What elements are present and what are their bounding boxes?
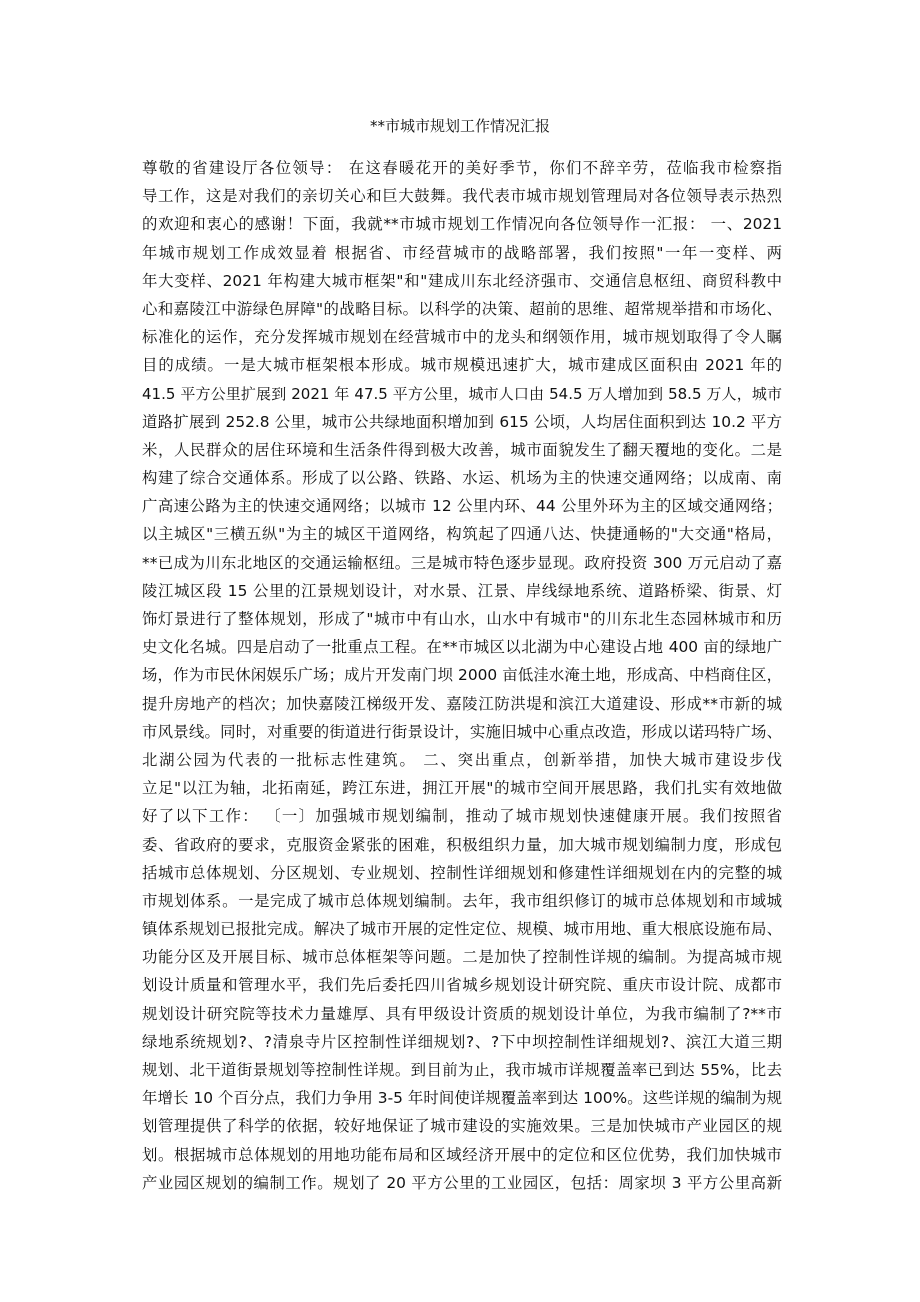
body-text-line: 划管理提供了科学的依据，较好地保证了城市建设的实施效果。三是加快城市产业园区的规 bbox=[142, 1117, 782, 1136]
body-text-line: 好了以下工作： 〔一〕加强城市规划编制，推动了城市规划快速健康开展。我们按照省 bbox=[142, 807, 782, 826]
body-text-line: 规划、北干道街景规划等控制性详规。到目前为止，我市城市详规覆盖率已到达 55%，比去 bbox=[142, 1061, 782, 1079]
body-text-line: 年城市规划工作成效显着 根据省、市经营城市的战略部署，我们按照"一年一变样、两 bbox=[142, 243, 782, 262]
body-text-line: 规划设计研究院等技术力量雄厚、具有甲级设计资质的规划设计单位，为我市编制了?**市 bbox=[142, 1004, 782, 1023]
body-text-line: **已成为川东北地区的交通运输枢纽。三是城市特色逐步显现。政府投资 300 万元启动了嘉 bbox=[142, 553, 782, 572]
body-text-line: 提升房地产的档次；加快嘉陵江梯级开发、嘉陵江防洪堤和滨江大道建设、形成**市新的城 bbox=[142, 694, 782, 713]
body-text-line: 年大变样、2021 年构建大城市框架"和"建成川东北经济强市、交通信息枢纽、商贸科教中 bbox=[142, 271, 782, 290]
body-text-line: 心和嘉陵江中游绿色屏障"的战略目标。以科学的决策、超前的思维、超常规举措和市场化、 bbox=[142, 299, 782, 318]
body-text-line: 饰灯景进行了整体规划，形成了"城市中有山水，山水中有城市"的川东北生态园林城市和历 bbox=[142, 610, 782, 628]
body-text-line: 镇体系规划已报批完成。解决了城市开展的定性定位、规模、城市用地、重大根底设施布局、 bbox=[142, 920, 782, 939]
body-text-line: 目的成绩。一是大城市框架根本形成。城市规模迅速扩大，城市建成区面积由 2021 年的 bbox=[142, 356, 782, 375]
body-text-line: 的欢迎和衷心的感谢！下面，我就**市城市规划工作情况向各位领导作一汇报： 一、2021 bbox=[142, 215, 782, 234]
body-text-line: 市规划体系。一是完成了城市总体规划编制。去年，我市组织修订的城市总体规划和市域城 bbox=[142, 891, 782, 910]
body-text-line: 划。根据城市总体规划的用地功能布局和区域经济开展中的定位和区位优势，我们加快城市 bbox=[142, 1145, 782, 1164]
body-text-line: 导工作，这是对我们的亲切关心和巨大鼓舞。我代表市城市规划管理局对各位领导表示热烈 bbox=[142, 187, 782, 206]
body-text-line: 括城市总体规划、分区规划、专业规划、控制性详细规划和修建性详细规划在内的完整的城 bbox=[142, 863, 782, 882]
body-text-line: 立足"以江为轴，北拓南延，跨江东进，拥江开展"的城市空间开展思路，我们扎实有效地做 bbox=[142, 779, 782, 798]
body-text-line: 构建了综合交通体系。形成了以公路、铁路、水运、机场为主的快速交通网络；以成南、南 bbox=[142, 469, 782, 488]
body-text-line: 划设计质量和管理水平，我们先后委托四川省城乡规划设计研究院、重庆市设计院、成都市 bbox=[142, 976, 782, 995]
body-text-line: 产业园区规划的编制工作。规划了 20 平方公里的工业园区，包括：周家坝 3 平方公里高新 bbox=[142, 1173, 782, 1192]
body-text-line: 场，作为市民休闲娱乐广场；成片开发南门坝 2000 亩低洼水淹土地，形成高、中档商住区， bbox=[142, 666, 782, 685]
document-body bbox=[142, 154, 782, 1197]
body-text-line: 绿地系统规划?、?清泉寺片区控制性详细规划?、?下中坝控制性详细规划?、滨江大道三期 bbox=[142, 1032, 782, 1051]
body-text-line: 市风景线。同时，对重要的街道进行街景设计，实施旧城中心重点改造，形成以诺玛特广场、 bbox=[142, 722, 782, 741]
body-text-line: 以主城区"三横五纵"为主的城区干道网络，构筑起了四通八达、快捷通畅的"大交通"格局， bbox=[142, 525, 782, 544]
body-text-line: 尊敬的省建设厅各位领导： 在这春暖花开的美好季节，你们不辞辛劳，莅临我市检察指 bbox=[142, 159, 782, 177]
body-text-line: 委、省政府的要求，克服资金紧张的困难，积极组织力量，加大城市规划编制力度，形成包 bbox=[142, 835, 782, 854]
body-text-line: 史文化名城。四是启动了一批重点工程。在**市城区以北湖为中心建设占地 400 亩的绿地广 bbox=[142, 638, 782, 657]
document-title: **市城市规划工作情况汇报 bbox=[369, 117, 550, 135]
body-text-line: 米，人民群众的居住环境和生活条件得到极大改善，城市面貌发生了翻天覆地的变化。二是 bbox=[142, 440, 782, 459]
body-text-line: 功能分区及开展目标、城市总体框架等问题。二是加快了控制性详规的编制。为提高城市规 bbox=[142, 948, 782, 967]
body-text-line: 41.5 平方公里扩展到 2021 年 47.5 平方公里，城市人口由 54.5 万人增加到 58.5 万人，城市 bbox=[142, 384, 782, 403]
body-text-line: 标准化的运作，充分发挥城市规划在经营城市中的龙头和纲领作用，城市规划取得了令人瞩 bbox=[142, 328, 782, 347]
body-text-line: 广高速公路为主的快速交通网络；以城市 12 公里内环、44 公里外环为主的区域交通网络； bbox=[142, 497, 782, 516]
body-text-line: 陵江城区段 15 公里的江景规划设计，对水景、江景、岸线绿地系统、道路桥梁、街景、灯 bbox=[142, 581, 782, 600]
body-text-line: 年增长 10 个百分点，我们力争用 3-5 年时间使详规覆盖率到达 100%。这些详规的编制为规 bbox=[142, 1089, 782, 1108]
body-text-line: 北湖公园为代表的一批标志性建筑。 二、突出重点，创新举措，加快大城市建设步伐 bbox=[142, 750, 782, 769]
body-text-line: 道路扩展到 252.8 公里，城市公共绿地面积增加到 615 公顷，人均居住面积到达 10.2 平方 bbox=[142, 412, 782, 431]
